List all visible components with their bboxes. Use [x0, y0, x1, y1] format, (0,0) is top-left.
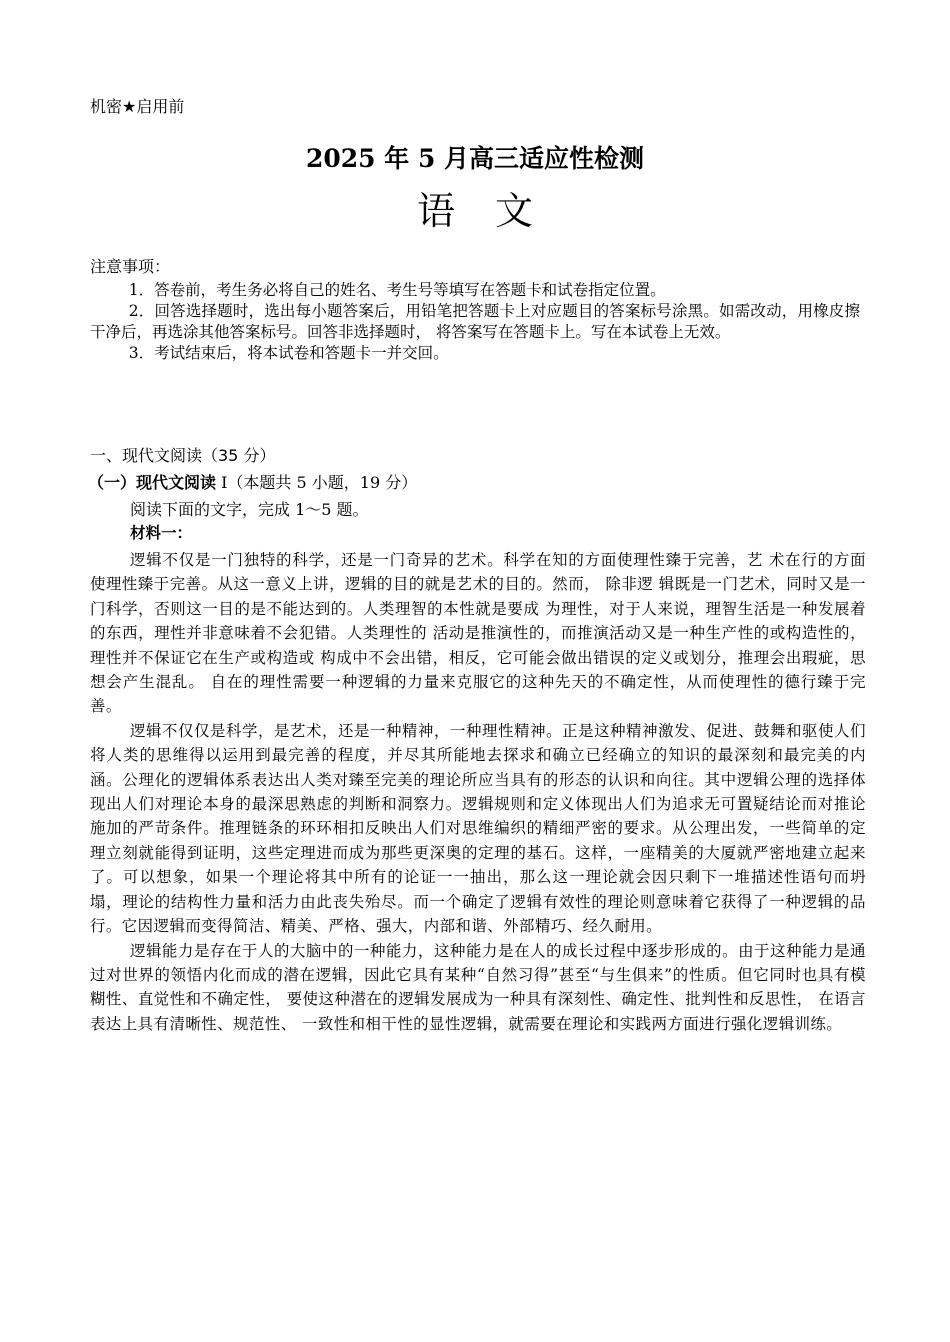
- confidential-label: 机密★启用前: [90, 97, 185, 116]
- note-item-1: 1．答卷前，考生务必将自己的姓名、考生号等填写在答题卡和试卷指定位置。: [128, 281, 666, 299]
- notes-list: [90, 280, 860, 364]
- section-heading: 一、现代文阅读（35 分）: [90, 446, 276, 465]
- passage-paragraph-3: 逻辑能力是存在于人的大脑中的一种能力，这种能力是在人的成长过程中逐步形成的。由于这种能力是通过对世界的领悟内化而成的潜在逻辑，因此它具有某种“自然习得”甚至“与生俱来”的性质。但它同时也具有模糊性、直觉性和不确定性， 要使这种潜在的逻辑发展成为一种具有深刻性、确定性、批判性和反思性， 在语言表达上具有清晰性、规范性、 一致性和相干性的显性逻辑，就需要在理论和实践两方面进行强化逻辑训练。: [90, 941, 866, 1033]
- passage-paragraph-1: 逻辑不仅是一门独特的科学，还是一门奇异的艺术。科学在知的方面使理性臻于完善，艺 术在行的方面使理性臻于完善。从这一意义上讲，逻辑的目的就是艺术的目的。然而， 除非逻 辑既是一门艺术，同时又是一门科学，否则这一目的是不能达到的。人类理智的本性就是要成 为理性，对于人来说，理智生活是一种发展着的东西，理性并非意味着不会犯错。人类理性的 活动是推演性的，而推演活动又是一种生产性的或构造性的，理性并不保证它在生产或构造或 构成中不会出错，相反，它可能会做出错误的定义或划分，推理会出瑕疵，思想会产生混乱。 自在的理性需要一种逻辑的力量来克服它的这种先天的不确定性，从而使理性的德行臻于完 善。: [90, 551, 866, 716]
- reading-instruction: 阅读下面的文字，完成 1～5 题。: [130, 500, 369, 519]
- passage-paragraph-2: 逻辑不仅仅是科学，是艺术，还是一种精神，一种理性精神。正是这种精神激发、促进、鼓舞和驱使人们将人类的思维得以运用到最完善的程度，并尽其所能地去探求和确立已经确立的知识的最深刻和最完美的内涵。公理化的逻辑体系表达出人类对臻至完美的理论所应当具有的形态的认识和向往。其中逻辑公理的选择体现出人们对理论本身的最深思熟虑的判断和洞察力。逻辑规则和定义体现出人们为追求无可置疑结论而对推论施加的严苛条件。推理链条的环环相扣反映出人们对思维编织的精细严密的要求。从公理出发，一些简单的定理立刻就能得到证明，这些定理进而成为那些更深奥的定理的基石。这样，一座精美的大厦就严密地建立起来了。可以想象，如果一个理论将其中所有的论证一一抽出，那么这一理论就会因只剩下一堆描述性语句而坍塌，理论的结构性力量和活力由此丧失殆尽。而一个确定了逻辑有效性的理论则意味着它获得了一种逻辑的品行。它因逻辑而变得简洁、精美、严格、强大，内部和谐、外部精巧、经久耐用。: [90, 721, 866, 936]
- reading-passage: [90, 548, 866, 1036]
- notes-heading: 注意事项：: [90, 257, 171, 276]
- subject-title: 语文: [416, 189, 573, 233]
- note-item-3: 3．考试结束后，将本试卷和答题卡一并交回。: [128, 344, 449, 362]
- note-item-2: 2．回答选择题时，选出每小题答案后，用铅笔把答题卡上对应题目的答案标号涂黑。如需改动，用橡皮擦干净后，再选涂其他答案标号。回答非选择题时， 将答案写在答题卡上。写在本试卷上无效。: [90, 302, 860, 341]
- exam-title: 2025 年 5 月高三适应性检测: [305, 144, 645, 173]
- subsection-heading-detail: I（本题共 5 小题，19 分）: [216, 473, 418, 492]
- material-label: 材料一：: [130, 524, 193, 542]
- subsection-heading-bold: （一）现代文阅读: [88, 473, 217, 492]
- subsection-heading: [88, 471, 417, 495]
